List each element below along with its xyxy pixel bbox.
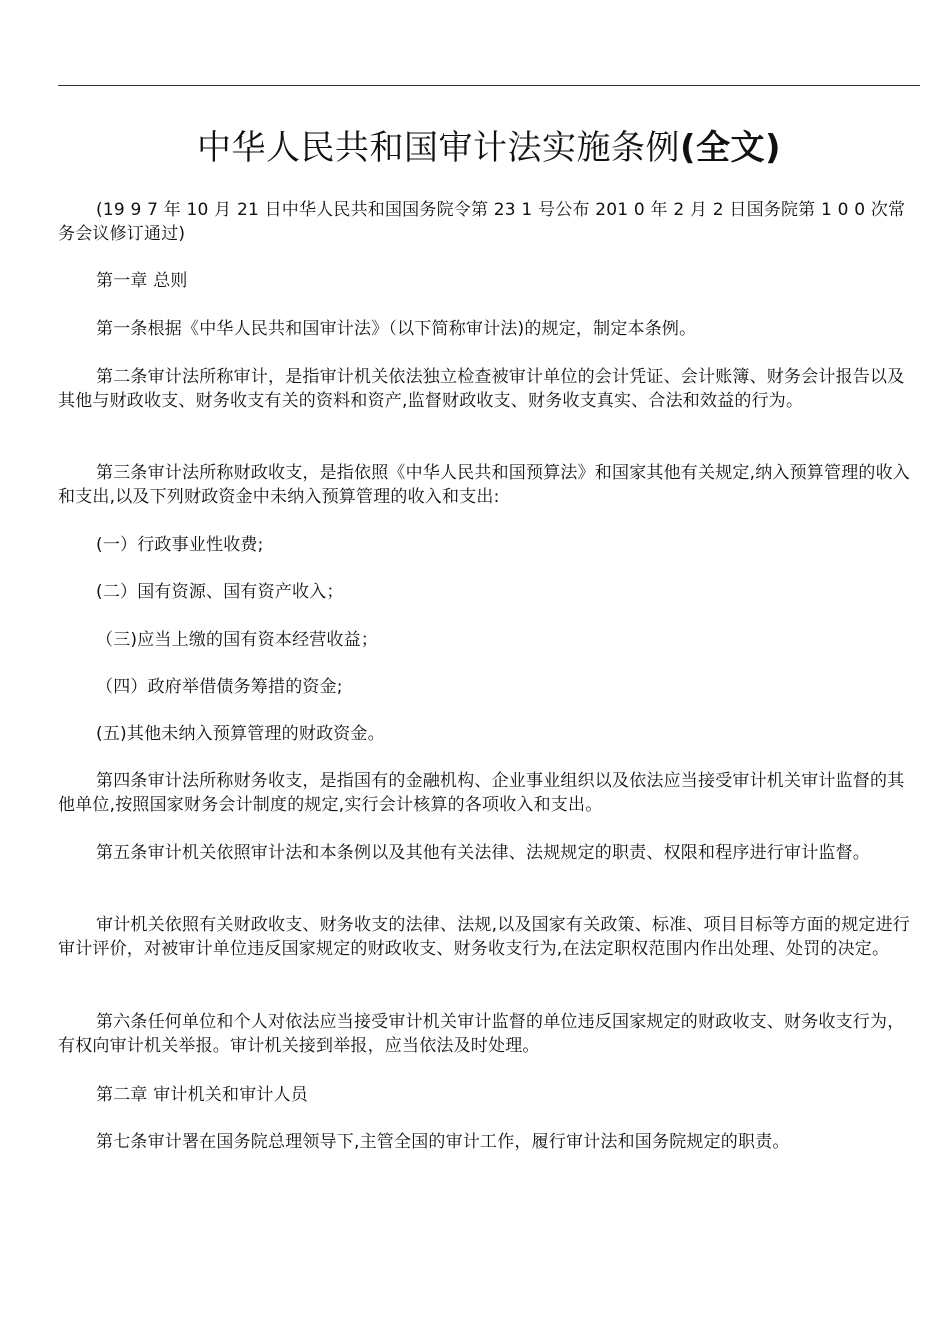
chapter-heading: 第一章 总则 <box>96 271 188 291</box>
article-paragraph: 第七条审计署在国务院总理领导下,主管全国的审计工作，履行审计法和国务院规定的职责。 <box>96 1132 790 1152</box>
article-paragraph: 第五条审计机关依照审计法和本条例以及其他有关法律、法规规定的职责、权限和程序进行审计监督。 <box>96 843 870 863</box>
article-paragraph: 第四条审计法所称财务收支，是指国有的金融机构、企业事业组织以及依法应当接受审计机关审计监督的其他单位,按照国家财务会计制度的规定,实行会计核算的各项收入和支出。 <box>58 771 905 815</box>
list-item-paragraph: （四）政府举借债务筹措的资金; <box>96 677 343 697</box>
article-paragraph: 第三条审计法所称财政收支，是指依照《中华人民共和国预算法》和国家其他有关规定,纳入预算管理的收入和支出,以及下列财政资金中未纳入预算管理的收入和支出: <box>58 463 911 507</box>
article-paragraph: 第六条任何单位和个人对依法应当接受审计机关审计监督的单位违反国家规定的财政收支、财务收支行为，有权向审计机关举报。审计机关接到举报，应当依法及时处理。 <box>58 1012 905 1056</box>
list-item-paragraph: (二）国有资源、国有资产收入； <box>96 582 344 602</box>
header-rule <box>58 85 920 86</box>
article-paragraph: 审计机关依照有关财政收支、财务收支的法律、法规,以及国家有关政策、标准、项目目标等方面的规定进行审计评价，对被审计单位违反国家规定的财政收支、财务收支行为,在法定职权范围内作出处理、处罚的决定。 <box>58 915 911 959</box>
document-title <box>58 126 920 170</box>
preamble-paragraph: (19 9 7 年 10 月 21 日中华人民共和国国务院令第 23 1 号公布 201 0 年 2 月 2 日国务院第 1 0 0 次常务会议修订通过) <box>58 200 906 244</box>
article-paragraph: 第二条审计法所称审计，是指审计机关依法独立检查被审计单位的会计凭证、会计账簿、财务会计报告以及其他与财政收支、财务收支有关的资料和资产,监督财政收支、财务收支真实、合法和效益的行为。 <box>58 367 905 411</box>
list-item-paragraph: (五)其他未纳入预算管理的财政资金。 <box>96 724 385 744</box>
title-suffix: (全文) <box>679 128 782 168</box>
title-main: 中华人民共和国审计法实施条例 <box>196 128 680 168</box>
list-item-paragraph: （三)应当上缴的国有资本经营收益； <box>96 630 379 650</box>
list-item-paragraph: (一）行政事业性收费; <box>96 535 264 555</box>
article-paragraph: 第一条根据《中华人民共和国审计法》（以下简称审计法)的规定，制定本条例。 <box>96 319 697 339</box>
chapter-heading: 第二章 审计机关和审计人员 <box>96 1085 309 1105</box>
